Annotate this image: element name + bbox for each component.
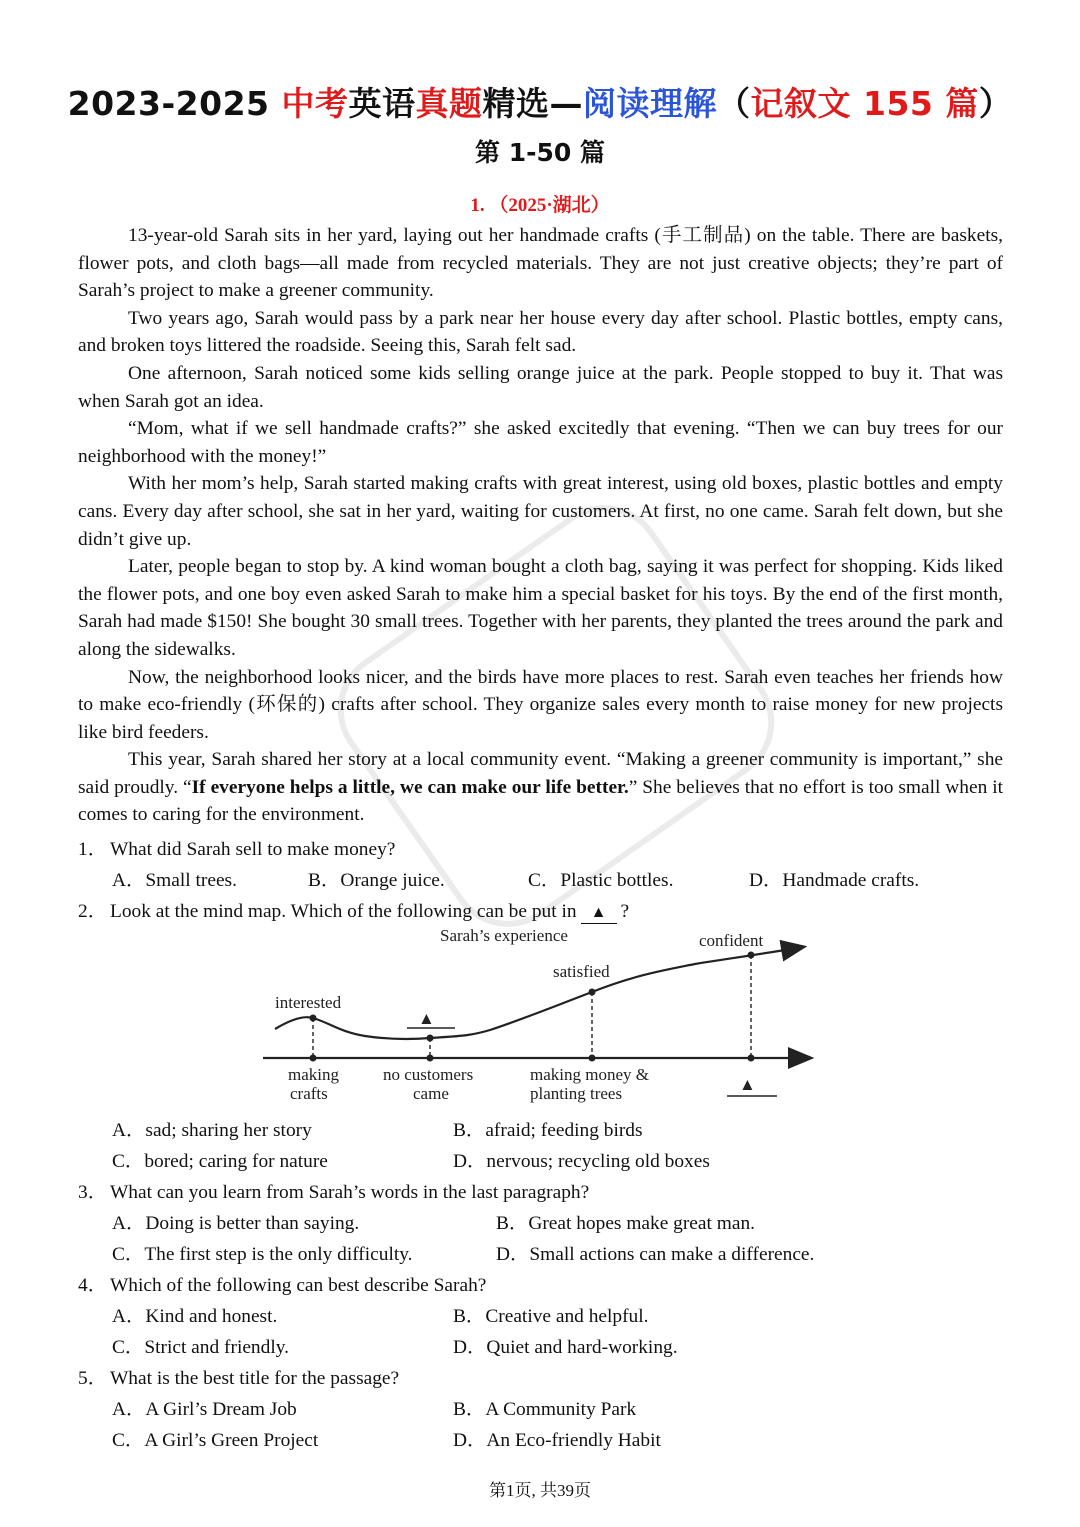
quote-bold: If everyone helps a little, we can make our life better. <box>191 776 629 798</box>
option-d[interactable]: D．Quiet and hard-working. <box>453 1337 678 1358</box>
feeling-blank-marker: ▲ <box>418 1009 435 1028</box>
option-d[interactable]: D．An Eco-friendly Habit <box>453 1430 661 1451</box>
feeling-label: confident <box>699 931 764 950</box>
event-label: crafts <box>290 1084 328 1103</box>
reading-passage <box>78 222 1003 829</box>
option-b[interactable]: B．A Community Park <box>453 1399 637 1420</box>
page-subtitle: 第 1-50 篇 <box>475 138 605 167</box>
question-1: 1． What did Sarah sell to make money? <box>78 839 396 860</box>
question-3-options <box>78 1208 1018 1239</box>
point-dot <box>310 1055 317 1062</box>
question-2-options <box>78 1115 1018 1146</box>
feeling-curve <box>275 947 803 1039</box>
option-a[interactable]: A．Doing is better than saying. <box>112 1213 360 1234</box>
event-label: came <box>413 1084 449 1103</box>
event-label: planting trees <box>530 1084 623 1103</box>
page-title: 2023-2025 中考英语真题精选—阅读理解（记叙文 155 篇） <box>67 84 1013 123</box>
event-label: no customers <box>383 1065 474 1084</box>
passage-paragraph: 13-year-old Sarah sits in her yard, laying out her handmade crafts (手工制品) on the table. There are baskets, flower pots, and cloth bags—all made from recycled materials. They are not just creative objects; they’re part of Sarah’s project to make a greener community. <box>78 225 1003 302</box>
option-d[interactable]: D．Small actions can make a difference. <box>496 1244 815 1265</box>
question-4-options-row2 <box>78 1332 1018 1363</box>
option-b[interactable]: B．Orange juice. <box>308 870 445 891</box>
event-label: making money & <box>530 1065 649 1084</box>
option-c[interactable]: C．A Girl’s Green Project <box>112 1430 319 1451</box>
question-5-options <box>78 1394 1018 1425</box>
point-dot <box>589 989 596 996</box>
event-label: making <box>288 1065 339 1084</box>
option-c[interactable]: C．Strict and friendly. <box>112 1337 289 1358</box>
question-5: 5． What is the best title for the passage? <box>78 1368 400 1389</box>
option-c[interactable]: C．Plastic bottles. <box>528 870 674 891</box>
passage-paragraph-last: This year, Sarah shared her story at a local community event. “Making a greener community is important,” she said proudly. “If everyone helps a little, we can make our life better.” She believes that no effort is too small when it comes to caring for the environment. <box>78 749 1004 826</box>
feeling-label: satisfied <box>553 962 610 981</box>
option-b[interactable]: B．Great hopes make great man. <box>496 1213 755 1234</box>
option-a[interactable]: A．A Girl’s Dream Job <box>112 1399 297 1420</box>
item-source: 1. （2025·湖北） <box>470 195 610 216</box>
question-3-options-row2 <box>78 1239 1018 1270</box>
option-b[interactable]: B．Creative and helpful. <box>453 1306 649 1327</box>
passage-paragraph: Two years ago, Sarah would pass by a park near her house every day after school. Plastic bottles, empty cans, and broken toys littered the roadside. Seeing this, Sarah felt sad. <box>78 307 1003 357</box>
mindmap-title: Sarah’s experience <box>440 926 568 945</box>
question-4-options <box>78 1301 1018 1332</box>
question-2: 2． Look at the mind map. Which of the following can be put in ▲ ? <box>78 901 630 922</box>
passage-paragraph: With her mom’s help, Sarah started making crafts with great interest, using old boxes, plastic bottles and empty cans. Every day after school, she sat in her yard, waiting for customers. At first, no one came. Sarah felt down, but she didn’t give up. <box>78 473 1003 550</box>
option-a[interactable]: A．Kind and honest. <box>112 1306 278 1327</box>
question-2-options-row2 <box>78 1146 1018 1177</box>
passage-paragraph: One afternoon, Sarah noticed some kids selling orange juice at the park. People stopped to buy it. That was when Sarah got an idea. <box>78 362 1003 412</box>
passage-paragraph: Later, people began to stop by. A kind woman bought a cloth bag, saying it was perfect for shopping. Kids liked the flower pots, and one boy even asked Sarah to make him a special basket for his toys. By the end of the first month, Sarah had made $150! She bought 30 small trees. Together with her parents, they planted the trees around the park and along the sidewalks. <box>78 556 1003 660</box>
question-1-options <box>78 865 1018 896</box>
option-a[interactable]: A．sad; sharing her story <box>112 1120 312 1141</box>
page-footer: 第1页, 共39页 <box>489 1481 591 1500</box>
option-c[interactable]: C．bored; caring for nature <box>112 1151 328 1172</box>
passage-paragraph: Now, the neighborhood looks nicer, and the birds have more places to rest. Sarah even teaches her friends how to make eco-friendly (环保的) crafts after school. They organize sales every month to raise money for new projects like bird feeders. <box>78 666 1003 743</box>
answer-blank: ▲ <box>581 903 617 924</box>
feeling-label: interested <box>275 993 342 1012</box>
passage-paragraph: “Mom, what if we sell handmade crafts?” she asked excitedly that evening. “Then we can buy trees for our neighborhood with the money!” <box>78 418 1003 467</box>
option-a[interactable]: A．Small trees. <box>112 870 237 891</box>
question-5-options-row2 <box>78 1425 1018 1456</box>
mind-map-diagram <box>255 922 825 1107</box>
option-d[interactable]: D．nervous; recycling old boxes <box>453 1151 710 1172</box>
option-b[interactable]: B．afraid; feeding birds <box>453 1120 643 1141</box>
option-d[interactable]: D．Handmade crafts. <box>749 870 920 891</box>
point-dot <box>748 952 755 959</box>
point-dot <box>427 1055 434 1062</box>
option-c[interactable]: C．The first step is the only difficulty. <box>112 1244 413 1265</box>
question-3: 3． What can you learn from Sarah’s words in the last paragraph? <box>78 1182 590 1203</box>
point-dot <box>589 1055 596 1062</box>
question-4: 4． Which of the following can best describe Sarah? <box>78 1275 487 1296</box>
point-dot <box>310 1015 317 1022</box>
point-dot <box>427 1035 434 1042</box>
point-dot <box>748 1055 755 1062</box>
event-blank-marker: ▲ <box>739 1075 756 1094</box>
